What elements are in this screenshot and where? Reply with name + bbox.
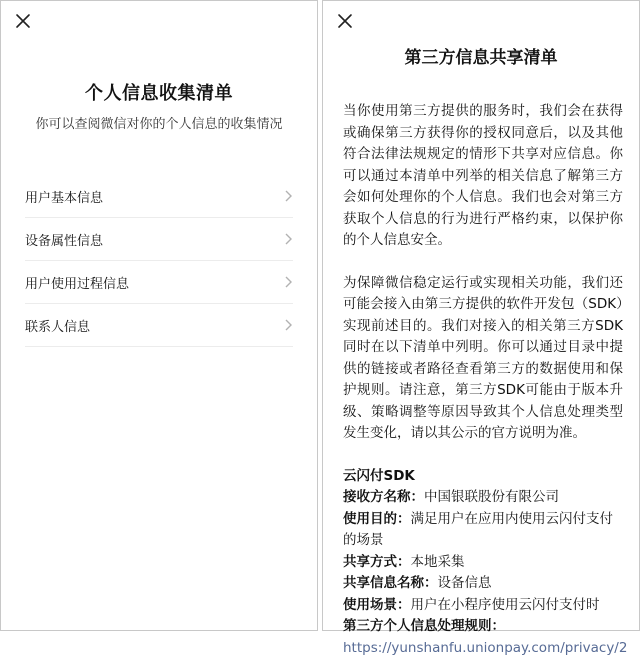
sdk-paragraph: 为保障微信稳定运行或实现相关功能，我们还可能会接入由第三方提供的软件开发包（SDK）实现前述目的。我们对接入的相关第三方SDK同时在以下清单中列明。你可以通过目录中提供的链接或者路径查看第三方的数据使用和保护规则。请注意，第三方SDK可能由于版本升级、策略调整等原因导致其个人信息处理类型发生变化，请以其公示的官方说明为准。: [343, 273, 623, 445]
sdk-field-shared-info: [343, 573, 623, 595]
page-title: 第三方信息共享清单: [323, 43, 639, 68]
sdk-field-recipient: [343, 487, 623, 509]
sdk-field-scenario: [343, 595, 623, 617]
sdk-link-line: [343, 638, 623, 659]
list-item-label: 联系人信息: [25, 316, 90, 335]
field-label: 使用目的：: [343, 511, 411, 527]
page-subtitle: 你可以查阅微信对你的个人信息的收集情况: [1, 113, 317, 132]
chevron-right-icon: [283, 232, 293, 246]
field-value: 用户在小程序使用云闪付支付时: [411, 597, 600, 613]
chevron-right-icon: [283, 318, 293, 332]
chevron-right-icon: [283, 275, 293, 289]
field-value: 中国银联股份有限公司: [424, 489, 559, 505]
sdk-name: 云闪付SDK: [343, 466, 623, 488]
sdk-field-rules: [343, 616, 623, 638]
field-value: 设备信息: [438, 575, 492, 591]
field-label: 共享信息名称：: [343, 575, 438, 591]
sdk-field-sharing-method: [343, 552, 623, 574]
list-item-label: 设备属性信息: [25, 230, 103, 249]
sharing-content: [343, 101, 623, 659]
sdk-entry: [343, 466, 623, 659]
list-item-user-basic-info[interactable]: [25, 175, 293, 218]
field-value: 本地采集: [411, 554, 465, 570]
info-category-list: [25, 175, 293, 347]
list-item-label: 用户使用过程信息: [25, 273, 129, 292]
third-party-sharing-panel: [322, 0, 640, 631]
close-button[interactable]: [11, 9, 35, 33]
close-icon: [11, 9, 35, 33]
sdk-field-purpose: [343, 509, 623, 552]
close-icon: [333, 9, 357, 33]
field-label: 使用场景：: [343, 597, 411, 613]
list-item-usage-info[interactable]: [25, 261, 293, 304]
chevron-right-icon: [283, 189, 293, 203]
list-item-contact-info[interactable]: [25, 304, 293, 347]
page-title: 个人信息收集清单: [1, 79, 317, 105]
personal-info-collection-panel: [0, 0, 318, 631]
privacy-policy-link[interactable]: https://yunshanfu.unionpay.com/privacy/2: [343, 640, 627, 656]
field-label: 接收方名称：: [343, 489, 424, 505]
intro-paragraph: 当你使用第三方提供的服务时，我们会在获得或确保第三方获得你的授权同意后，以及其他符合法律法规规定的情形下共享对应信息。你可以通过本清单中列举的相关信息了解第三方会如何处理你的个人信息。我们也会对第三方获取个人信息的行为进行严格约束，以保护你的个人信息安全。: [343, 101, 623, 252]
list-item-label: 用户基本信息: [25, 187, 103, 206]
field-label: 第三方个人信息处理规则：: [343, 618, 505, 634]
close-button[interactable]: [333, 9, 357, 33]
field-value: 满足用户在应用内使用云闪付支付的场景: [343, 511, 613, 549]
field-label: 共享方式：: [343, 554, 411, 570]
list-item-device-info[interactable]: [25, 218, 293, 261]
